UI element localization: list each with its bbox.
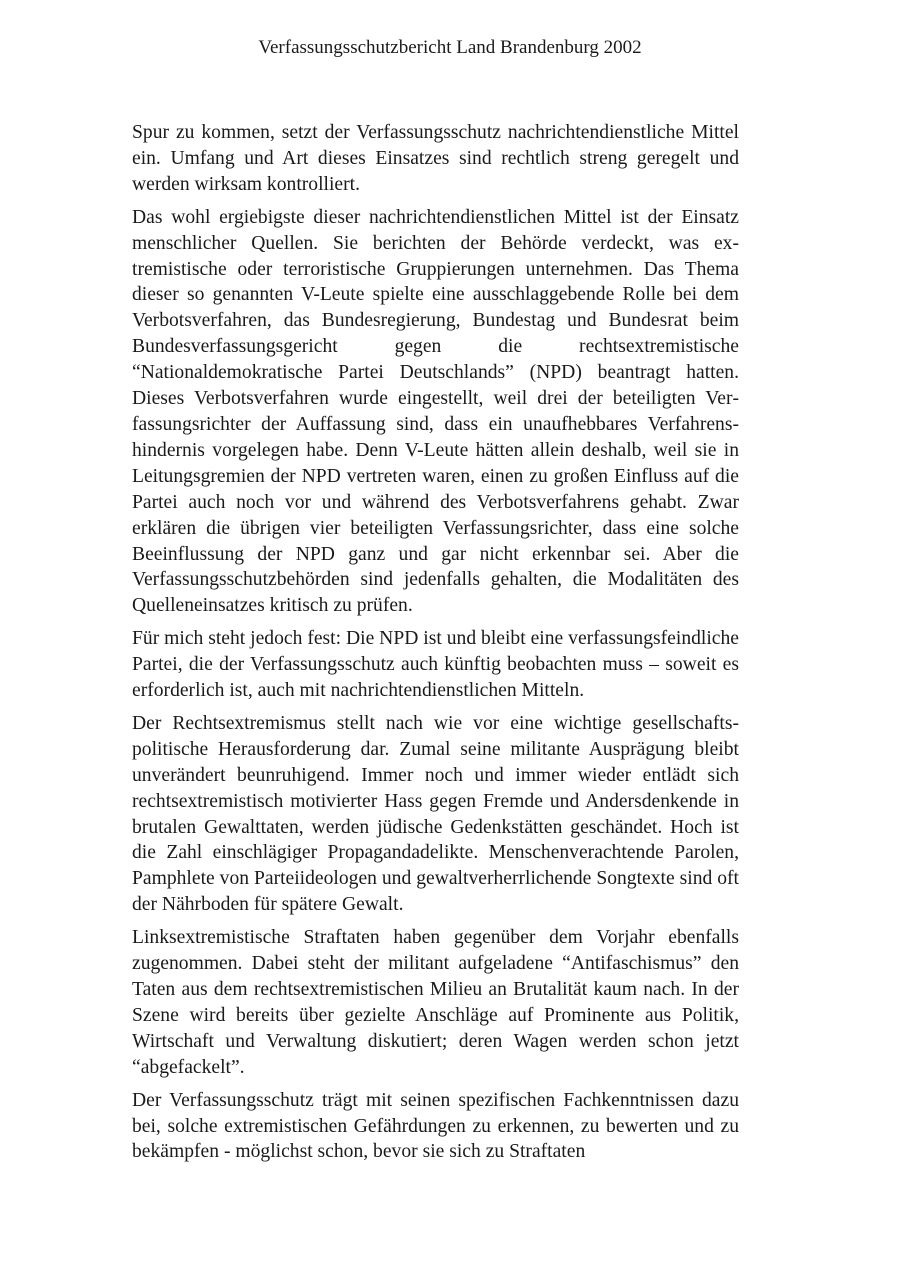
paragraph: Spur zu kommen, setzt der Verfassungsschutz nachrichtendienstliche Mittel ein. Umfang und Art dieses Einsatzes sind rechtlich streng geregelt und werden wirksam kontrolliert. [132, 122, 739, 195]
body-text [132, 120, 739, 1165]
paragraph: Der Verfassungsschutz trägt mit seinen spezifischen Fachkenntnissen dazu bei, solche extremistischen Gefährdungen zu erkennen, zu bewerten und zu bekämpfen - möglichst schon, bevor sie sich zu Straftaten [132, 1089, 739, 1163]
paragraph: Linksextremistische Straftaten haben gegenüber dem Vorjahr ebenfalls zugenommen. Dabei steht der militant aufgeladene “Antifaschismus” den Taten aus dem rechtsextremistischen Milieu an Brutalität kaum nach. In der Szene wird bereits über gezielte Anschläge auf Prominente aus Politik, Wirtschaft und Verwaltung diskutiert; deren Wagen werden schon jetzt “abgefackelt”. [132, 927, 739, 1078]
running-header: Verfassungsschutzbericht Land Brandenburg 2002 [258, 37, 642, 58]
paragraph: Das wohl ergiebigste dieser nachrichtendienstlichen Mittel ist der Einsatz menschlicher Quellen. Sie berichten der Behörde verdeckt, was extremistische oder terroristische Gruppierungen unternehmen. Das Thema dieser so genannten V-Leute spielte eine ausschlaggebende Rolle bei dem Verbotsverfahren, das Bundesregierung, Bundestag und Bundesrat beim Bundesverfassungsgericht gegen die rechtsextremistische “Nationaldemokratische Partei Deutschlands” (NPD) beantragt hatten. Dieses Verbotsverfahren wurde eingestellt, weil drei der beteiligten Verfassungsrichter der Auffassung sind, dass ein unaufhebbares Verfahrenshindernis vorgelegen habe. Denn V-Leute hätten allein deshalb, weil sie in Leitungsgremien der NPD vertreten waren, einen zu großen Einfluss auf die Partei auch noch vor und während des Verbotsverfahrens gehabt. Zwar erklären die übrigen vier beteiligten Verfassungsrichter, dass eine solche Beeinflussung der NPD ganz und gar nicht erkennbar sei. Aber die Verfassungsschutzbehörden sind jedenfalls gehalten, die Modalitäten des Quelleneinsatzes kritisch zu prüfen. [132, 206, 739, 617]
paragraph: Für mich steht jedoch fest: Die NPD ist und bleibt eine verfassungsfeindliche Partei, die der Verfassungsschutz auch künftig beobachten muss – soweit es erforderlich ist, auch mit nachrichtendienstlichen Mitteln. [132, 628, 739, 702]
paragraph: Der Rechtsextremismus stellt nach wie vor eine wichtige gesellschaftspolitische Herausforderung dar. Zumal seine militante Ausprägung bleibt unverändert beunruhigend. Immer noch und immer wieder entlädt sich rechtsextremistisch motivierter Hass gegen Fremde und Andersdenkende in brutalen Gewalttaten, werden jüdische Gedenkstätten geschändet. Hoch ist die Zahl einschlägiger Propagandadelikte. Menschenverachtende Parolen, Pamphlete von Parteiideologen und gewaltverherrlichende Songtexte sind oft der Nährboden für spätere Gewalt. [132, 712, 739, 916]
